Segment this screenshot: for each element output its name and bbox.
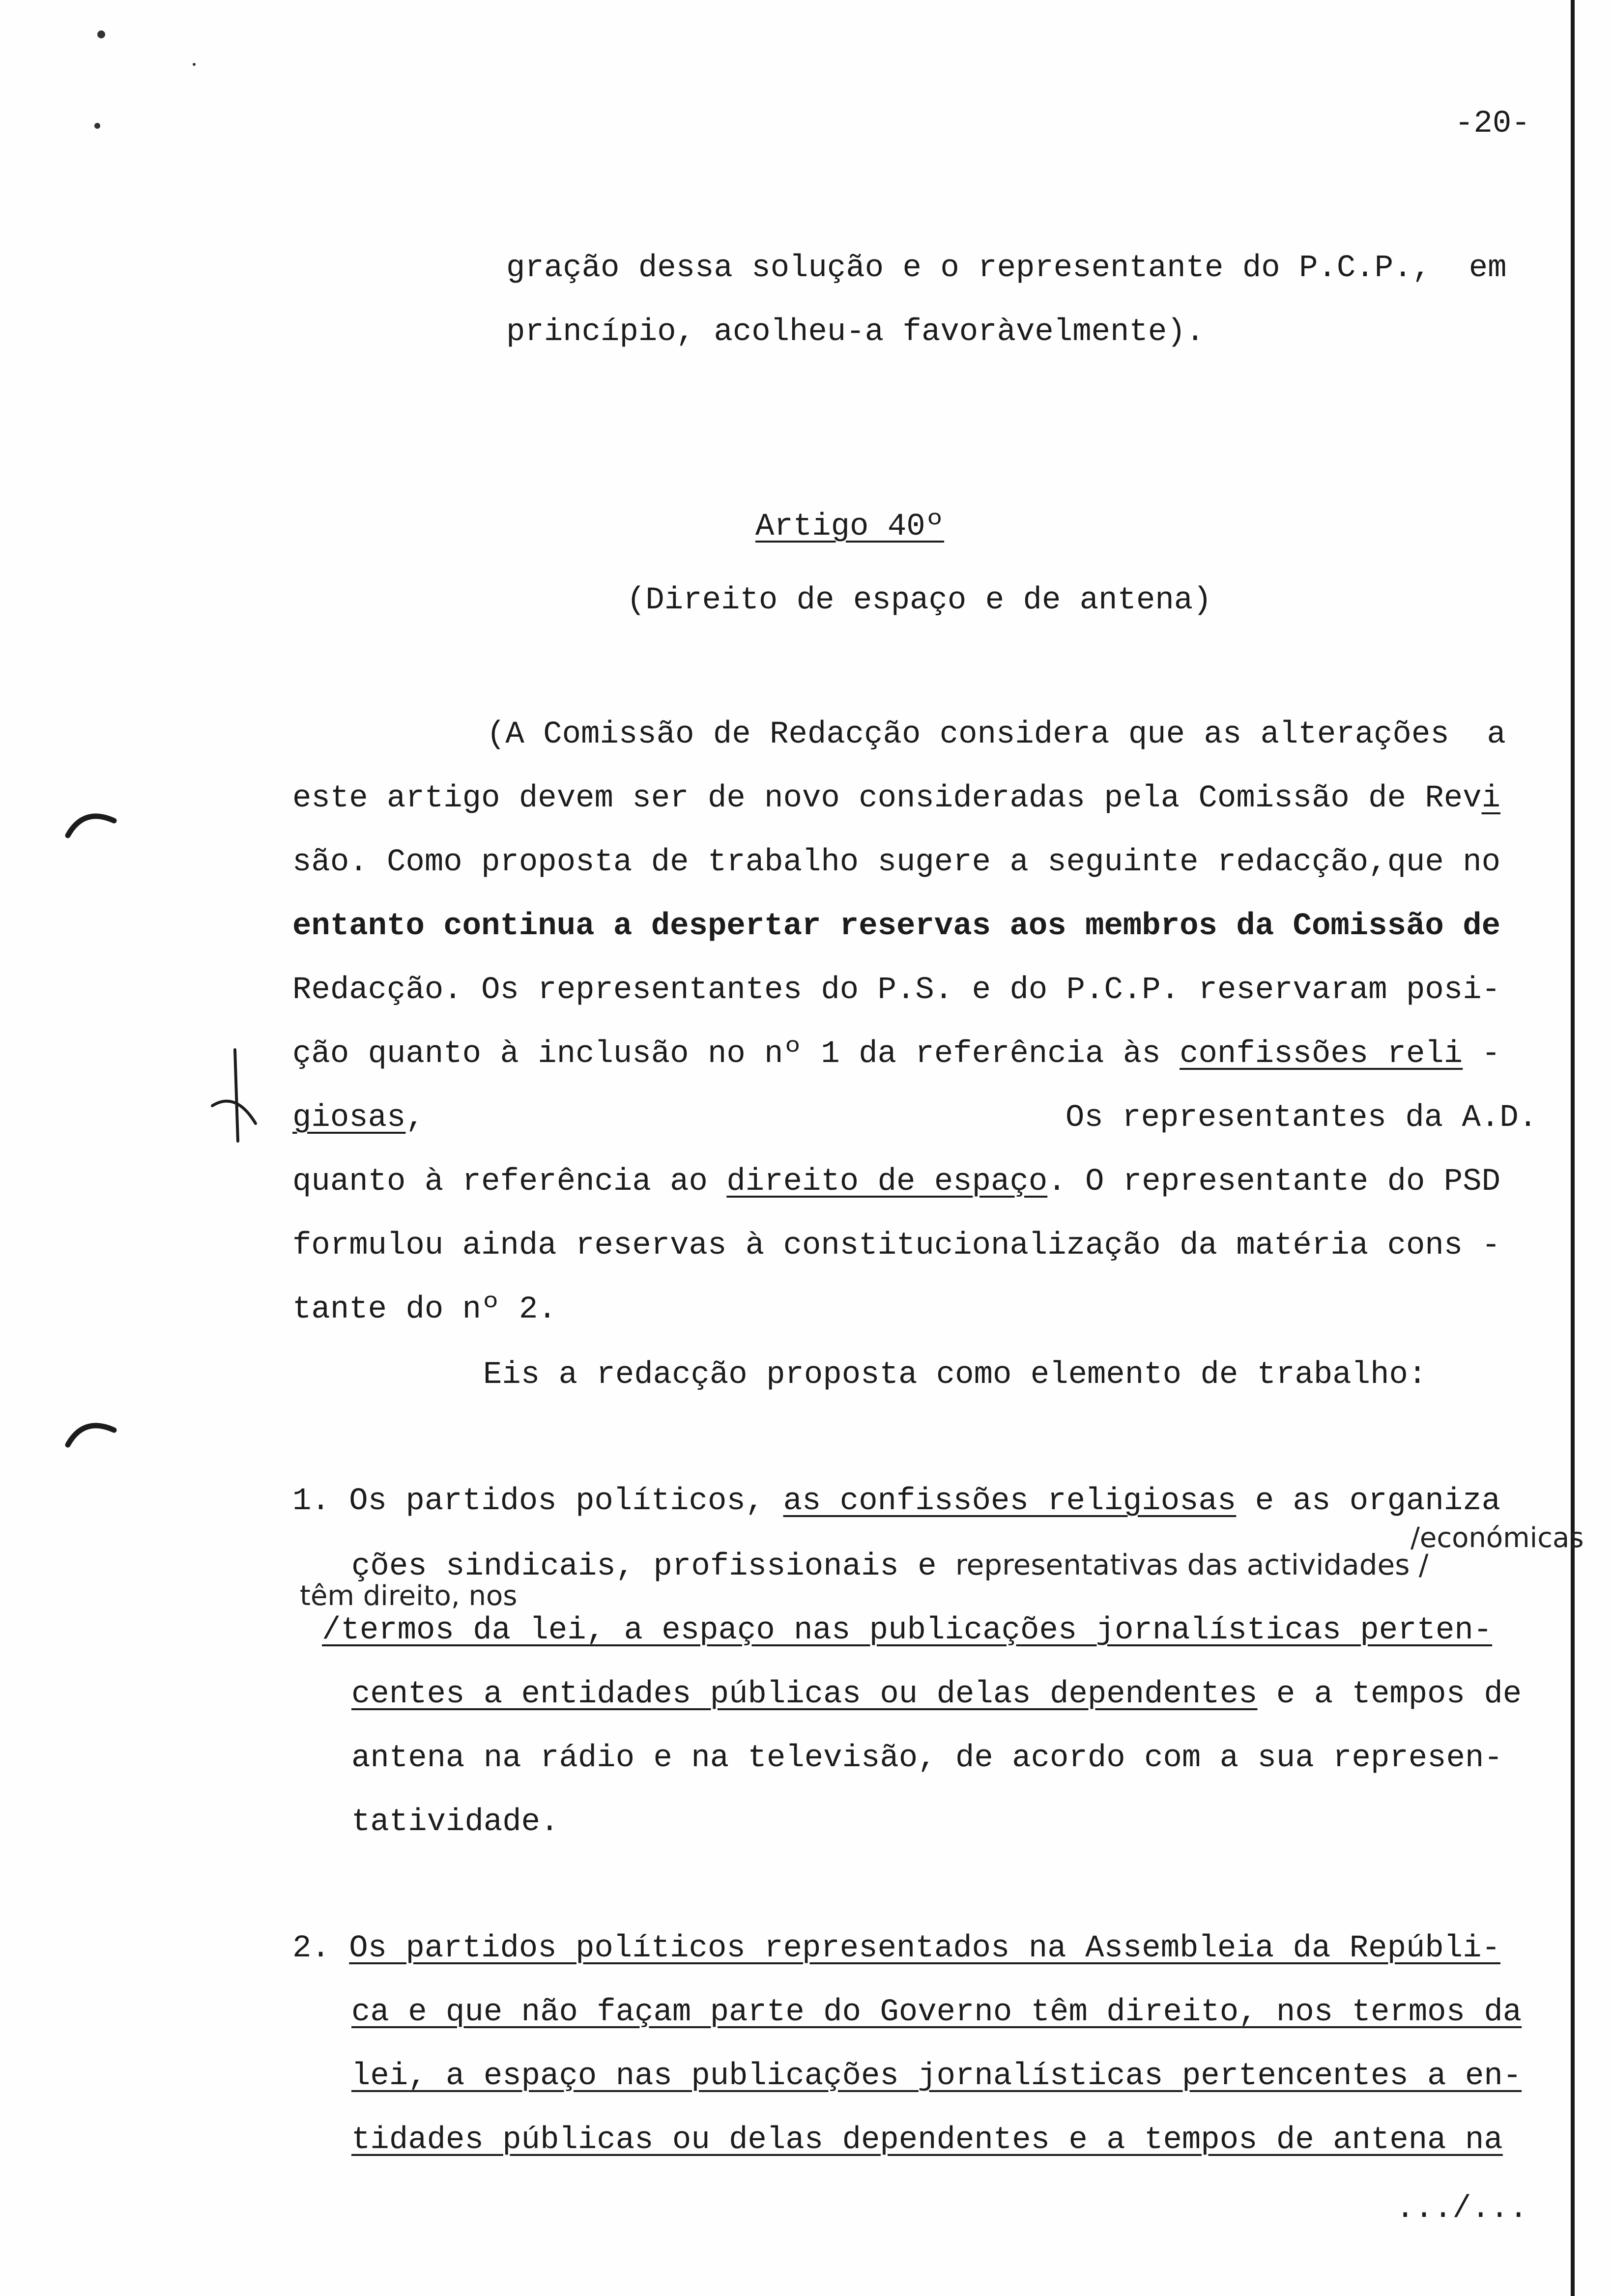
binding-hole-mark [64, 806, 118, 840]
item-2-line-1: 2. Os partidos políticos representados na Assembleia da Repúbli- [292, 1931, 1500, 1966]
note-line-9: formulou ainda reservas à constitucionalização da matéria cons - [292, 1228, 1500, 1263]
item-2-line-3: lei, a espaço nas publicações jornalísticas pertencentes a en- [351, 2059, 1522, 2094]
article-title: Artigo 40º [755, 509, 945, 545]
margin-rule [1571, 0, 1575, 2296]
note-line-7-right: Os representantes da A.D. [1065, 1100, 1538, 1136]
item-1-line-4: centes a entidades públicas ou delas dependentes e a tempos de [351, 1677, 1522, 1712]
item-2-line-2: ca e que não façam parte do Governo têm direito, nos termos da [351, 1995, 1522, 2030]
speck [97, 30, 105, 38]
proposal-intro: Eis a redacção proposta como elemento de trabalho: [483, 1357, 1427, 1393]
note-line-7: giosas, [292, 1100, 425, 1136]
note-line-3: são. Como proposta de trabalho sugere a seguinte redacção,que no [292, 845, 1500, 880]
speck [193, 63, 196, 66]
continuation-marker: .../... [1396, 2191, 1528, 2227]
item-1-line-5: antena na rádio e na televisão, de acordo com a sua represen- [351, 1741, 1503, 1776]
note-line-10: tante do nº 2. [292, 1292, 557, 1327]
item-1-line-1: 1. Os partidos políticos, as confissões religiosas e as organiza [292, 1484, 1500, 1519]
intro-line-2: princípio, acolheu-a favoràvelmente). [506, 315, 1205, 350]
binding-hole-mark [64, 1415, 118, 1450]
item-2-line-4: tidades públicas ou delas dependentes e a tempos de antena na [351, 2123, 1503, 2158]
handwritten-economicas: /económicas [1410, 1522, 1584, 1554]
note-line-4: entanto continua a despertar reservas aos membros da Comissão de [292, 909, 1500, 944]
item-1-line-2: ções sindicais, profissionais e representativas das actividades / [351, 1548, 1429, 1584]
note-line-8: quanto à referência ao direito de espaço. O representante do PSD [292, 1164, 1500, 1200]
cross-annotation [206, 1047, 260, 1145]
handwritten-tem-direito: têm direito, nos [300, 1580, 518, 1612]
intro-line-1: gração dessa solução e o representante do P.C.P., em [506, 251, 1507, 286]
note-line-5: Redacção. Os representantes do P.S. e do P.C.P. reservaram posi- [292, 973, 1500, 1008]
item-1-line-6: tatividade. [351, 1805, 559, 1840]
page-number: -20- [1455, 106, 1530, 142]
note-line-6: ção quanto à inclusão no nº 1 da referência às confissões reli - [292, 1036, 1500, 1072]
item-1-line-3: /termos da lei, a espaço nas publicações jornalísticas perten- [322, 1613, 1493, 1648]
note-line-1: (A Comissão de Redacção considera que as alterações a [487, 717, 1506, 752]
article-subtitle: (Direito de espaço e de antena) [627, 583, 1212, 618]
note-line-2: este artigo devem ser de novo consideradas pela Comissão de Revi [292, 781, 1500, 816]
speck [94, 123, 100, 129]
